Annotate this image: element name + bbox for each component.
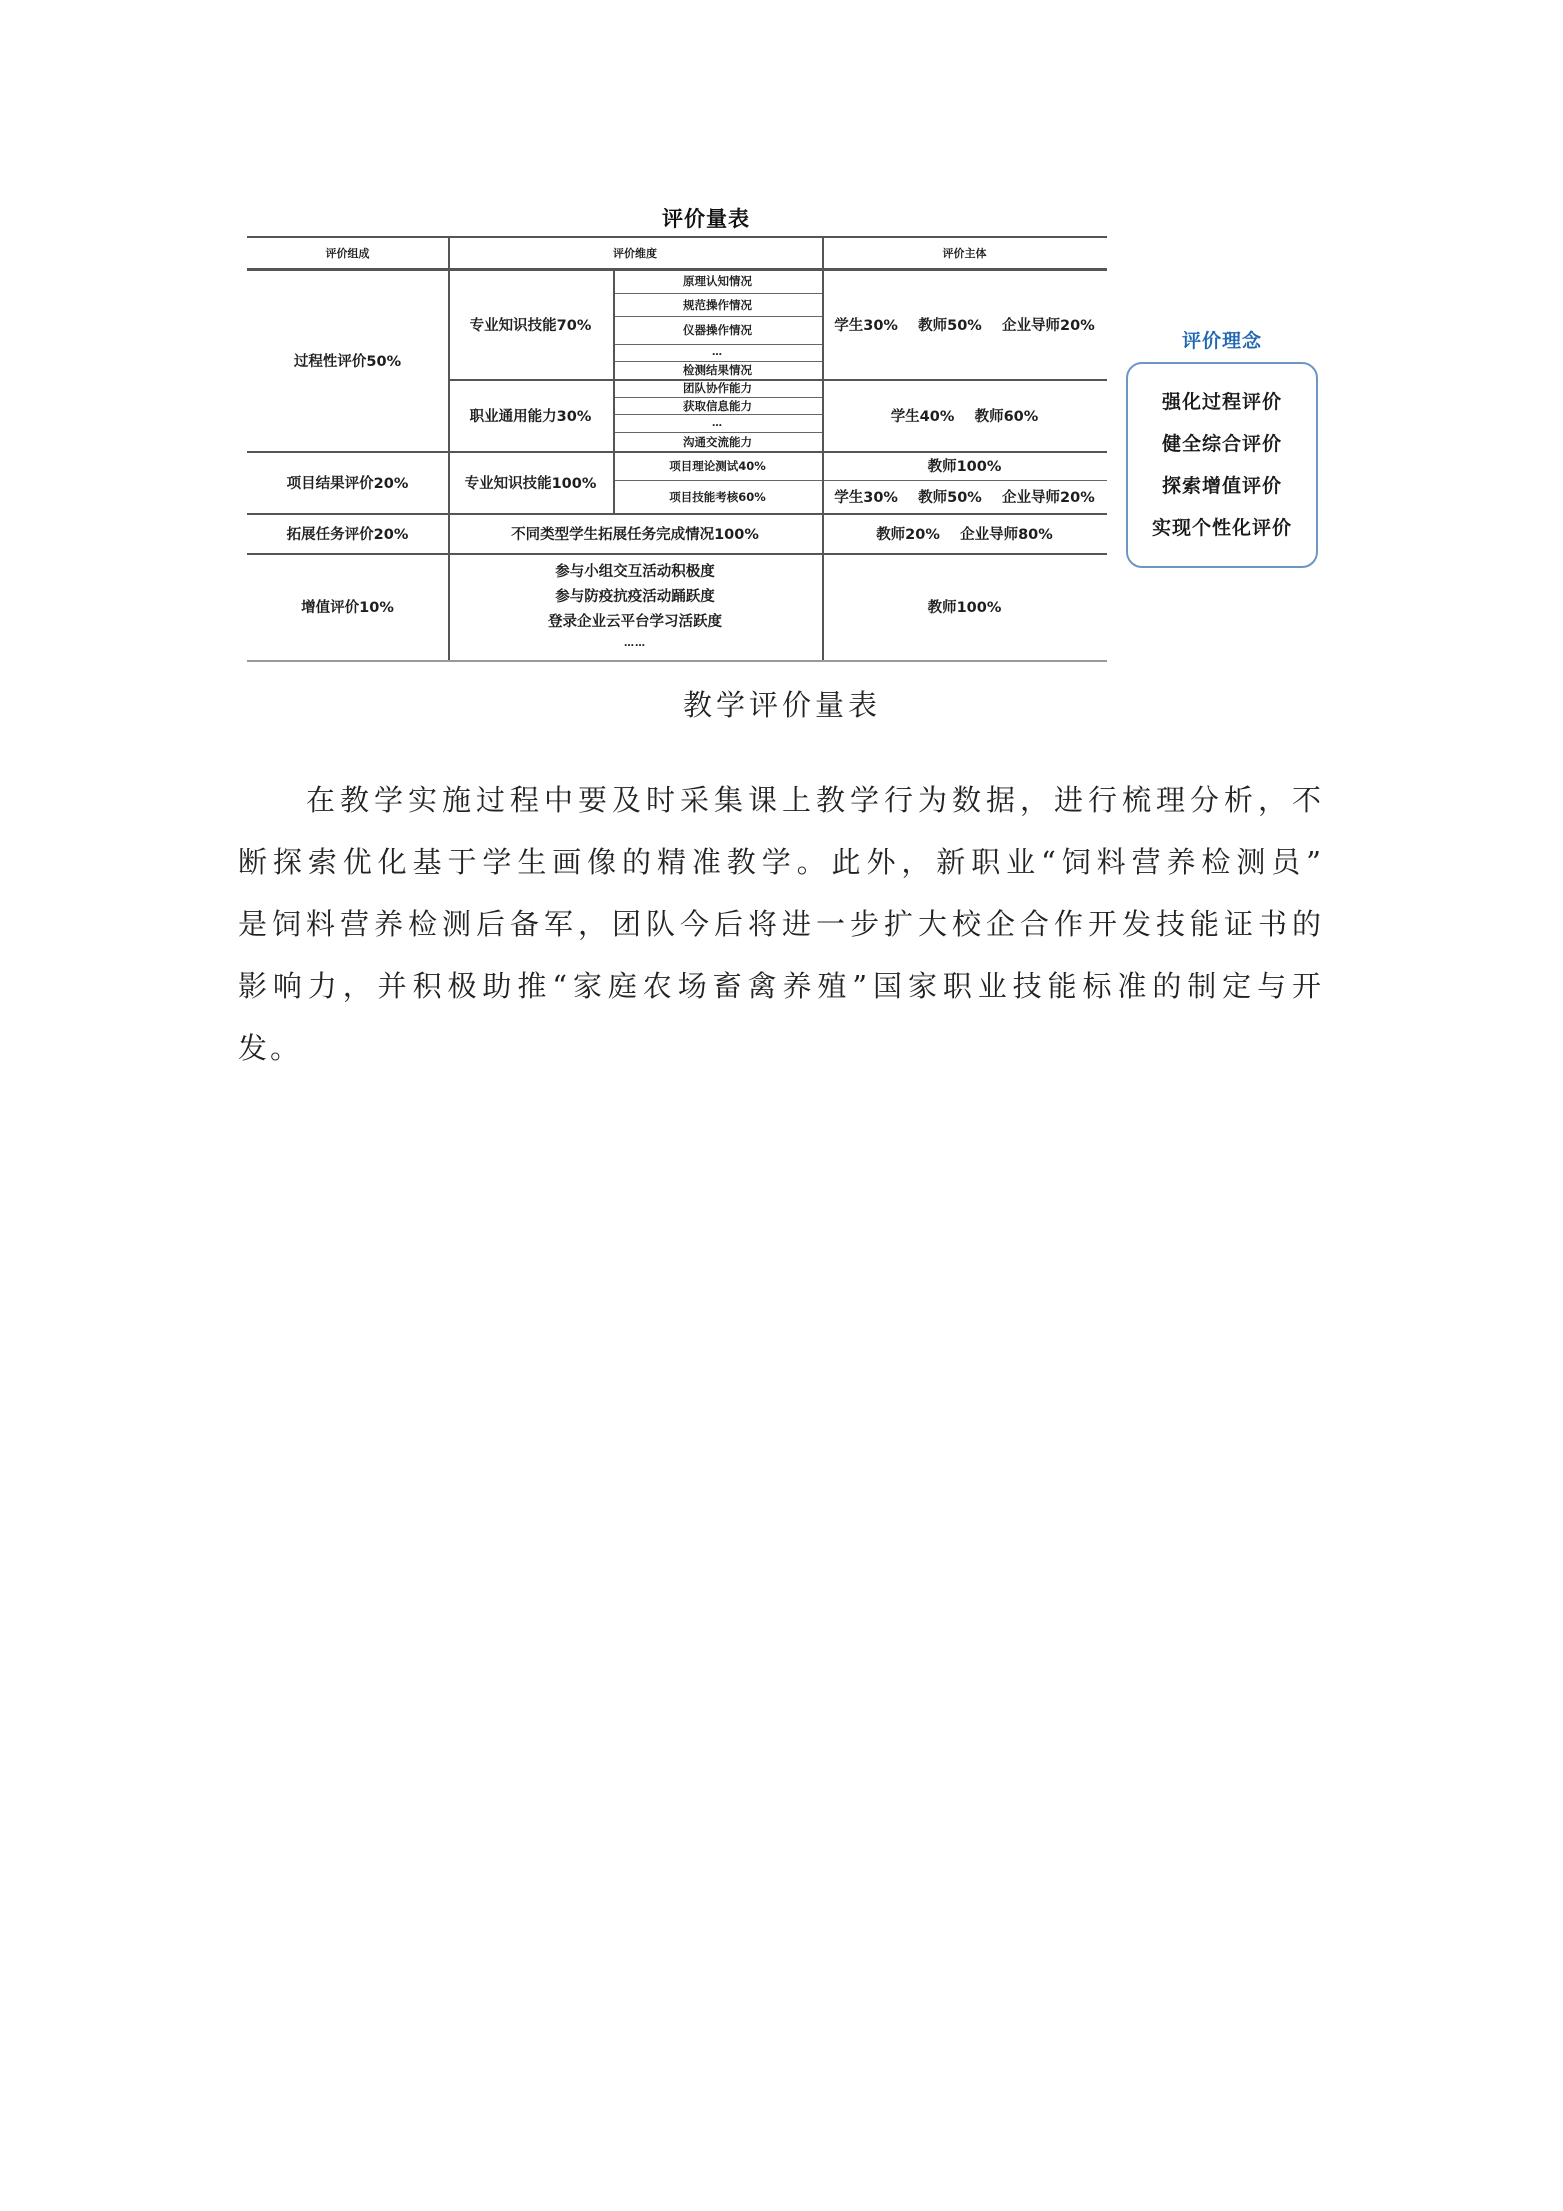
concept-item: 探索增值评价 [1161, 475, 1282, 497]
concept-item: 强化过程评价 [1161, 391, 1282, 413]
concept-item: 实现个性化评价 [1151, 517, 1292, 539]
item-test-results: 检测结果情况 [683, 363, 752, 377]
item-principle: 原理认知情况 [683, 274, 752, 288]
header-subject: 评价主体 [942, 246, 987, 260]
item-ellipsis: … [712, 347, 723, 358]
value-added-ellipsis: …… [624, 638, 646, 649]
component-extension: 拓展任务评价20% [286, 526, 409, 543]
table-title: 评价量表 [662, 207, 750, 231]
dimension-general-30: 职业通用能力30% [469, 408, 592, 425]
header-component: 评价组成 [325, 246, 370, 260]
component-value-added: 增值评价10% [301, 600, 394, 616]
subjects-professional-70: 学生30% 教师50% 企业导师20% [834, 317, 1095, 334]
item-skill-assessment: 项目技能考核60% [669, 489, 766, 504]
table-bottom-border [247, 660, 1107, 662]
subjects-skill-assessment: 学生30% 教师50% 企业导师20% [834, 490, 1095, 506]
paragraph-line: 发。 [238, 1031, 303, 1065]
figure-caption: 教学评价量表 [682, 688, 881, 722]
subjects-general-30: 学生40% 教师60% [890, 408, 1039, 425]
dimension-value-added [448, 553, 822, 660]
paragraph-line: 在教学实施过程中要及时采集课上教学行为数据，进行梳理分析，不 [306, 783, 1324, 817]
item-instrument-operation: 仪器操作情况 [683, 323, 752, 337]
concept-item: 健全综合评价 [1161, 433, 1282, 455]
concept-box [1126, 362, 1318, 568]
dimension-professional-100: 专业知识技能100% [464, 475, 597, 492]
dimension-extension: 不同类型学生拓展任务完成情况100% [511, 526, 759, 543]
value-added-line: 参与小组交互活动积极度 [555, 564, 715, 580]
item-communication: 沟通交流能力 [683, 434, 752, 449]
value-added-line: 参与防疫抗疫活动踊跃度 [555, 589, 715, 605]
header-dimension: 评价维度 [613, 246, 657, 260]
evaluation-scale-figure [0, 0, 1563, 722]
paragraph-line: 是饲料营养检测后备军，团队今后将进一步扩大校企合作开发技能证书的 [238, 907, 1324, 941]
body-paragraph [238, 783, 1324, 1093]
component-process: 过程性评价50% [293, 353, 402, 370]
paragraph-line: 断探索优化基于学生画像的精准教学。此外，新职业“饲料营养检测员” [238, 845, 1324, 879]
evaluation-scale-table [247, 236, 1107, 660]
item-information: 获取信息能力 [683, 398, 752, 413]
subjects-theory-test: 教师100% [927, 459, 1002, 475]
item-ellipsis: … [712, 417, 723, 429]
item-theory-test: 项目理论测试40% [669, 458, 766, 473]
dimension-professional-70: 专业知识技能70% [469, 317, 592, 334]
component-project: 项目结果评价20% [286, 475, 409, 492]
subjects-value-added: 教师100% [927, 600, 1002, 616]
item-teamwork: 团队协作能力 [683, 381, 752, 395]
paragraph-line: 影响力，并积极助推“家庭农场畜禽养殖”国家职业技能标准的制定与开 [238, 969, 1324, 1003]
value-added-line: 登录企业云平台学习活跃度 [548, 614, 722, 630]
concept-title: 评价理念 [1181, 330, 1262, 352]
subjects-extension: 教师20% 企业导师80% [876, 526, 1053, 543]
item-standard-operation: 规范操作情况 [683, 297, 752, 312]
